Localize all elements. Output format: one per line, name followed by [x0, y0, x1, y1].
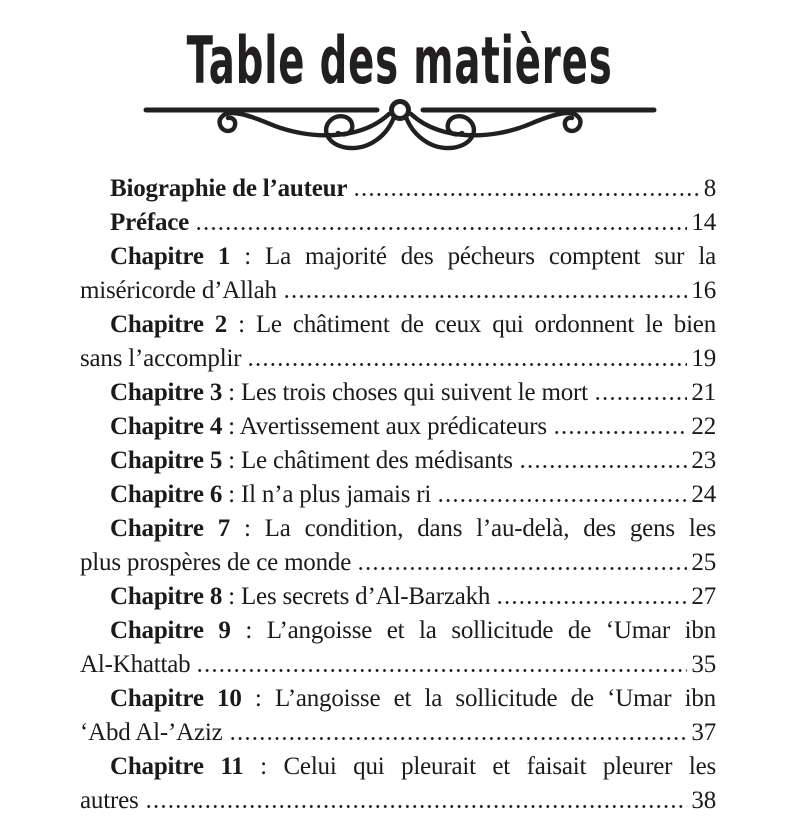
toc-entry-label: Chapitre 4 [110, 413, 223, 440]
toc-entry [80, 376, 716, 410]
toc-entry [80, 512, 716, 580]
toc-entry-title: Chapitre 4 : Avertissement aux prédicateurs [110, 413, 547, 440]
toc-entry-page-line [80, 342, 716, 376]
toc-entry [80, 614, 716, 682]
toc-entry-page-line [80, 546, 716, 580]
toc-list [80, 172, 716, 818]
toc-entry-label: Chapitre 7 [110, 515, 231, 542]
page-number: 19 [691, 345, 716, 372]
toc-entry-label: Chapitre 2 [110, 311, 228, 338]
toc-entry-continuation: autres [80, 787, 139, 814]
toc-entry-title: Chapitre 3 : Les trois choses qui suivent le mort [110, 379, 588, 406]
page-number: 22 [691, 413, 716, 440]
dot-leader [283, 295, 688, 298]
toc-entry-page-line [80, 376, 716, 410]
toc-entry-continuation: miséricorde d’Allah [80, 277, 277, 304]
toc-entry-label: Chapitre 6 [110, 481, 223, 508]
toc-entry-page-line [80, 206, 716, 240]
toc-entry-label: Préface [110, 209, 190, 236]
toc-entry-page-line [80, 716, 716, 750]
toc-entry-label: Chapitre 8 [110, 583, 223, 610]
toc-entry-title: : Celui qui pleurait et faisait pleurer les [243, 753, 716, 780]
toc-entry-title: Chapitre 5 : Le châtiment des médisants [110, 447, 513, 474]
toc-entry-label: Biographie de l’auteur [110, 175, 348, 202]
toc-entry-title: : Le châtiment de ceux qui ordonnent le bien [227, 311, 717, 338]
toc-entry [80, 172, 716, 206]
toc-entry-title-line [80, 682, 716, 716]
dot-leader [353, 193, 699, 196]
toc-entry-title-line [80, 512, 716, 546]
toc-entry-page-line [80, 274, 716, 308]
page-number: 8 [703, 175, 716, 202]
flourish-divider-ornament [0, 96, 800, 154]
toc-entry-page-line [80, 172, 716, 206]
dot-leader [357, 567, 687, 570]
page-number: 14 [691, 209, 716, 236]
toc-entry-page-line [80, 444, 716, 478]
toc-entry-label: Chapitre 1 [110, 243, 231, 270]
toc-entry-title: : La condition, dans l’au-delà, des gens les [230, 515, 717, 542]
page-number: 35 [691, 651, 716, 678]
toc-entry-page-line [80, 784, 716, 818]
toc-entry-title-line [80, 614, 716, 648]
toc-entry-title: Chapitre 8 : Les secrets d’Al-Barzakh [110, 583, 491, 610]
dot-leader [496, 601, 687, 604]
toc-entry-title: : La majorité des pécheurs comptent sur la [230, 243, 717, 270]
toc-entry-title: : L’angoisse et la sollicitude de ‘Umar ibn [241, 685, 716, 712]
toc-entry-label: Chapitre 11 [110, 753, 244, 780]
toc-entry-title: : L’angoisse et la sollicitude de ‘Umar ibn [230, 617, 716, 644]
toc-entry-title-line [80, 240, 716, 274]
toc-entry [80, 308, 716, 376]
page-number: 37 [691, 719, 716, 746]
toc-entry [80, 240, 716, 308]
toc-entry-label: Chapitre 9 [110, 617, 231, 644]
toc-entry [80, 410, 716, 444]
dot-leader [519, 465, 688, 468]
page-number: 27 [691, 583, 716, 610]
toc-entry-title: Chapitre 6 : Il n’a plus jamais ri [110, 481, 432, 508]
page-title: Table des matières [187, 22, 613, 99]
page-number: 23 [691, 447, 716, 474]
page-number: 25 [691, 549, 716, 576]
dot-leader [594, 397, 688, 400]
toc-entry-page-line [80, 648, 716, 682]
dot-leader [437, 499, 687, 502]
toc-entry [80, 206, 716, 240]
dot-leader [196, 669, 687, 672]
dot-leader [195, 227, 687, 230]
page-number: 16 [691, 277, 716, 304]
toc-entry [80, 682, 716, 750]
flourish-divider-icon [140, 96, 660, 154]
toc-entry-title [110, 206, 189, 240]
toc-entry-label: Chapitre 5 [110, 447, 223, 474]
dot-leader [229, 737, 688, 740]
toc-entry [80, 478, 716, 512]
dot-leader [553, 431, 687, 434]
toc-entry-label: Chapitre 10 [110, 685, 242, 712]
toc-entry-continuation: sans l’accomplir [80, 345, 242, 372]
toc-entry-page-line [80, 580, 716, 614]
toc-entry-title-line [80, 750, 716, 784]
toc-entry-continuation: plus prospères de ce monde [80, 549, 352, 576]
page-number: 21 [691, 379, 716, 406]
page-title-wrap [0, 22, 800, 99]
toc-entry-page-line [80, 478, 716, 512]
toc-entry-page-line [80, 410, 716, 444]
toc-entry [80, 444, 716, 478]
toc-entry [80, 750, 716, 818]
toc-entry [80, 580, 716, 614]
toc-entry-title-line [80, 308, 716, 342]
toc-entry-continuation: Al-Khattab [80, 651, 191, 678]
toc-entry-title [110, 172, 347, 206]
page-number: 24 [691, 481, 716, 508]
toc-entry-label: Chapitre 3 [110, 379, 223, 406]
page-number: 38 [691, 787, 716, 814]
toc-entry-continuation: ‘Abd Al-’Aziz [80, 719, 223, 746]
dot-leader [145, 805, 688, 808]
dot-leader [247, 363, 687, 366]
